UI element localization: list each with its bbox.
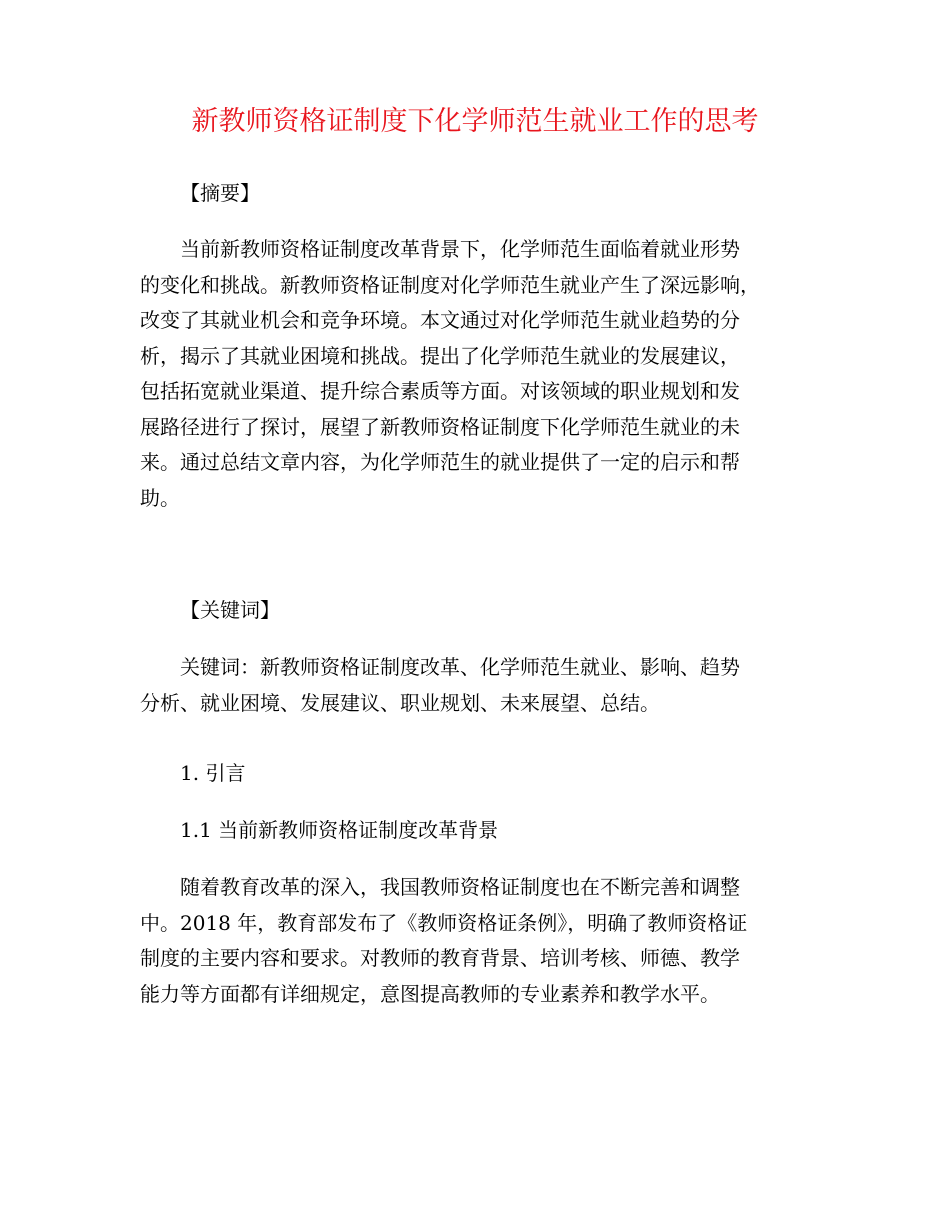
- abstract-heading: 【摘要】: [180, 181, 260, 205]
- paragraph-line: 助。: [140, 485, 180, 510]
- paragraph-line: 展路径进行了探讨，展望了新教师资格证制度下化学师范生就业的未: [140, 414, 740, 439]
- abstract-paragraph: [140, 232, 820, 516]
- paragraph-line: 当前新教师资格证制度改革背景下，化学师范生面临着就业形势: [180, 237, 740, 261]
- paragraph-line: 分析、就业困境、发展建议、职业规划、未来展望、总结。: [140, 690, 660, 715]
- paragraph-line: 能力等方面都有详细规定，意图提高教师的专业素养和教学水平。: [140, 981, 720, 1006]
- paragraph-line: 包括拓宽就业渠道、提升综合素质等方面。对该领域的职业规划和发: [140, 379, 740, 403]
- paragraph-line: 关键词：新教师资格证制度改革、化学师范生就业、影响、趋势: [180, 655, 740, 679]
- paragraph-line: 来。通过总结文章内容，为化学师范生的就业提供了一定的启示和帮: [140, 450, 740, 474]
- paragraph-line: 随着教育改革的深入，我国教师资格证制度也在不断完善和调整: [180, 875, 740, 899]
- section-1-1-heading: 1.1 当前新教师资格证制度改革背景: [180, 818, 499, 842]
- document-title: 新教师资格证制度下化学师范生就业工作的思考: [191, 106, 759, 137]
- body-paragraph: [140, 870, 820, 1012]
- paragraph-line: 制度的主要内容和要求。对教师的教育背景、培训考核、师德、教学: [140, 946, 740, 970]
- paragraph-line: 改变了其就业机会和竞争环境。本文通过对化学师范生就业趋势的分: [140, 308, 740, 332]
- paragraph-line: 析，揭示了其就业困境和挑战。提出了化学师范生就业的发展建议，: [140, 343, 740, 368]
- paragraph-line: 中。2018 年，教育部发布了《教师资格证条例》，明确了教师资格证: [140, 910, 748, 935]
- keywords-paragraph: [140, 650, 820, 721]
- section-1-heading: 1. 引言: [180, 761, 246, 785]
- keywords-heading: 【关键词】: [180, 598, 280, 622]
- paragraph-line: 的变化和挑战。新教师资格证制度对化学师范生就业产生了深远影响，: [140, 272, 760, 297]
